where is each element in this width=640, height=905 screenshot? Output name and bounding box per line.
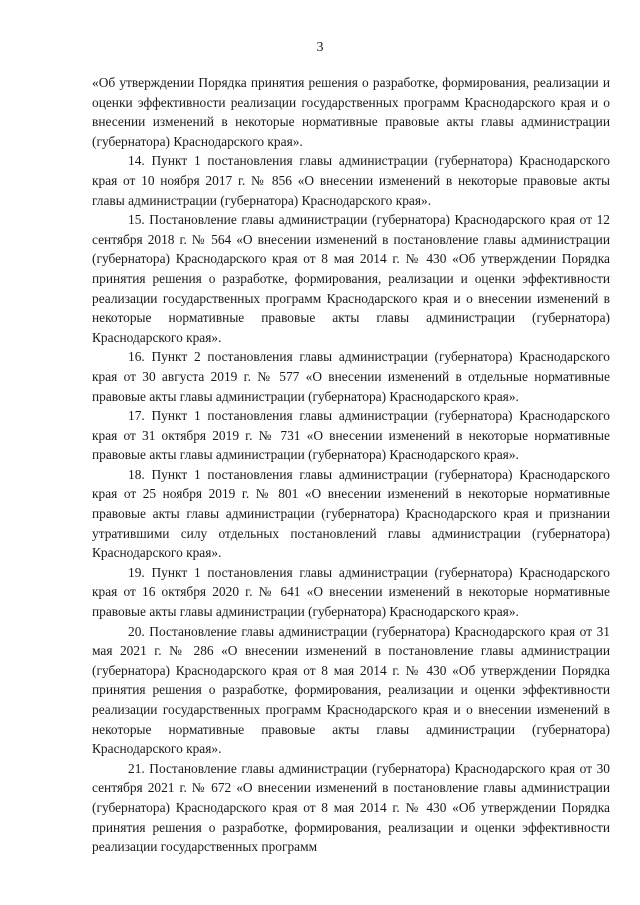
paragraph-item-15: 15. Постановление главы администрации (губернатора) Краснодарского края от 12 сентября 2018 г. № 564 «О внесении изменений в постановление главы администрации (губернатора) Краснодарского края от 8 мая 2014 г. № 430 «Об утверждении Порядка принятия решения о разработке, формирования, реализации и оценки эффективности реализации государственных программ Краснодарского края и о внесении изменений в некоторые нормативные правовые акты главы администрации (губернатора) Краснодарского края». <box>92 212 610 345</box>
paragraph-continuation: «Об утверждении Порядка принятия решения о разработке, формирования, реализации и оценки эффективности реализации государственных программ Краснодарского края и о внесении изменений в некоторые нормативные правовые акты главы администрации (губернатора) Краснодарского края». <box>92 75 610 149</box>
paragraph-item-17: 17. Пункт 1 постановления главы администрации (губернатора) Краснодарского края от 31 октября 2019 г. № 731 «О внесении изменений в некоторые нормативные правовые акты главы администрации (губернатора) Краснодарского края». <box>92 408 610 463</box>
document-body <box>92 73 610 857</box>
paragraph-item-21: 21. Постановление главы администрации (губернатора) Краснодарского края от 30 сентября 2021 г. № 672 «О внесении изменений в постановление главы администрации (губернатора) Краснодарского края от 8 мая 2014 г. № 430 «Об утверждении Порядка принятия решения о разработке, формирования, реализации и оценки эффективности реализации государственных программ <box>92 760 610 855</box>
paragraph-item-14: 14. Пункт 1 постановления главы администрации (губернатора) Краснодарского края от 10 ноября 2017 г. № 856 «О внесении изменений в некоторые правовые акты главы администрации (губернатора) Краснодарского края». <box>92 153 610 208</box>
paragraph-item-20: 20. Постановление главы администрации (губернатора) Краснодарского края от 31 мая 2021 г. № 286 «О внесении изменений в постановление главы администрации (губернатора) Краснодарского края от 8 мая 2014 г. № 430 «Об утверждении Порядка принятия решения о разработке, формирования, реализации и оценки эффективности реализации государственных программ Краснодарского края и о внесении изменений в некоторые нормативные правовые акты главы администрации (губернатора) Краснодарского края». <box>92 623 610 757</box>
page-number: 3 <box>316 40 324 55</box>
paragraph-item-16: 16. Пункт 2 постановления главы администрации (губернатора) Краснодарского края от 30 августа 2019 г. № 577 «О внесении изменений в отдельные нормативные правовые акты главы администрации (губернатора) Краснодарского края». <box>92 349 610 404</box>
paragraph-item-19: 19. Пункт 1 постановления главы администрации (губернатора) Краснодарского края от 16 октября 2020 г. № 641 «О внесении изменений в некоторые нормативные правовые акты главы администрации (губернатора) Краснодарского края». <box>92 564 610 620</box>
paragraph-item-18: 18. Пункт 1 постановления главы администрации (губернатора) Краснодарского края от 25 ноября 2019 г. № 801 «О внесении изменений в некоторые нормативные правовые акты главы администрации (губернатора) Краснодарского края и признании утратившими силу отдельных постановлений главы администрации (губернатора) Краснодарского края». <box>92 466 610 561</box>
